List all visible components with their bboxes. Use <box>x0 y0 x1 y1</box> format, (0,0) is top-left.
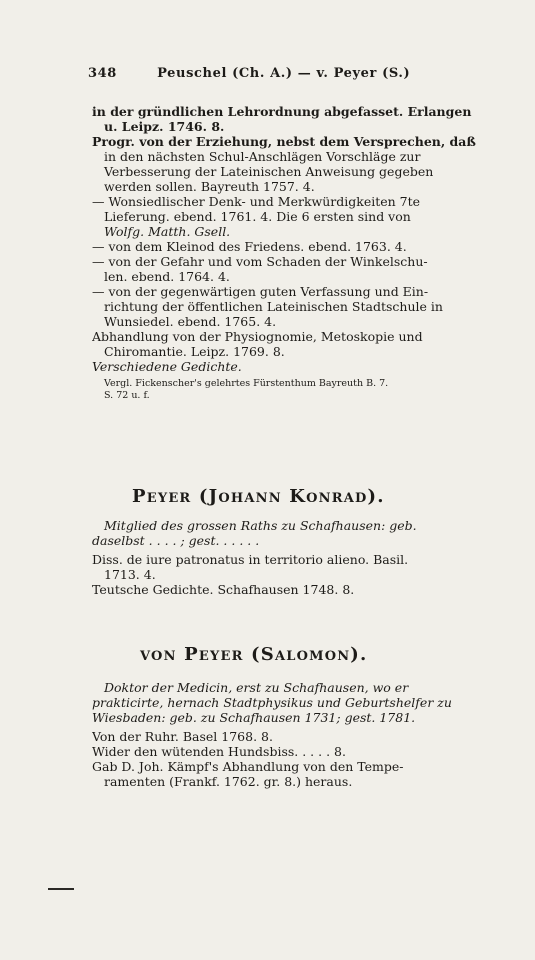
work-line: Verschiedene Gedichte. <box>92 359 242 374</box>
work-line: len. ebend. 1764. 4. <box>104 269 230 284</box>
bio-line: Wiesbaden: geb. zu Schafhausen 1731; gest. 1781. <box>92 710 416 725</box>
bio-line: Mitglied des grossen Raths zu Schafhausen: geb. <box>104 518 417 533</box>
work-line: Progr. von der Erziehung, nebst dem Versprechen, daß <box>92 134 476 149</box>
reference-line: Vergl. Fickenscher's gelehrtes Fürstenthum Bayreuth B. 7. <box>104 378 389 389</box>
work-line: Chiromantie. Leipz. 1769. 8. <box>104 344 285 359</box>
bio-line: prakticirte, hernach Stadtphysikus und Geburtshelfer zu <box>92 695 452 710</box>
work-line: Abhandlung von der Physiognomie, Metoskopie und <box>92 329 423 344</box>
running-header <box>88 66 508 81</box>
work-line: Teutsche Gedichte. Schafhausen 1748. 8. <box>92 582 355 597</box>
work-line: 1713. 4. <box>104 567 156 582</box>
margin-mark <box>48 888 74 890</box>
johann-heading: Peyer (Johann Konrad). <box>132 486 385 507</box>
work-line: Lieferung. ebend. 1761. 4. Die 6 ersten sind von <box>104 209 411 224</box>
bio-line: Doktor der Medicin, erst zu Schafhausen, wo er <box>104 680 409 695</box>
work-line: Verbesserung der Lateinischen Anweisung gegeben <box>104 164 434 179</box>
work-line: Von der Ruhr. Basel 1768. 8. <box>92 729 273 744</box>
work-line: Gab D. Joh. Kämpf's Abhandlung von den Tempe- <box>92 759 404 774</box>
work-line: in den nächsten Schul-Anschlägen Vorschläge zur <box>104 149 421 164</box>
work-line: Wunsiedel. ebend. 1765. 4. <box>104 314 277 329</box>
reference-line: S. 72 u. f. <box>104 390 150 401</box>
work-line: werden sollen. Bayreuth 1757. 4. <box>104 179 315 194</box>
page-number: 348 <box>88 66 117 81</box>
running-title: Peuschel (Ch. A.) — v. Peyer (S.) <box>157 66 411 81</box>
work-line: — von dem Kleinod des Friedens. ebend. 1763. 4. <box>92 239 407 254</box>
work-line: richtung der öffentlichen Lateinischen Stadtschule in <box>104 299 443 314</box>
peuschel-works <box>92 104 512 402</box>
work-line: Wolfg. Matth. Gsell. <box>104 224 231 239</box>
salomon-heading: von Peyer (Salomon). <box>140 644 368 665</box>
work-line: Wider den wütenden Hundsbiss. . . . . 8. <box>92 744 346 759</box>
work-line: — von der Gefahr und vom Schaden der Winkelschu- <box>92 254 428 269</box>
bio-line: daselbst . . . . ; gest. . . . . . <box>92 533 260 548</box>
johann-entry <box>92 518 512 597</box>
salomon-entry <box>92 680 512 789</box>
work-line: — Wonsiedlischer Denk- und Merkwürdigkeiten 7te <box>92 194 421 209</box>
work-line: in der gründlichen Lehrordnung abgefasset. Erlangen <box>92 104 472 119</box>
work-line: ramenten (Frankf. 1762. gr. 8.) heraus. <box>104 774 353 789</box>
work-line: Diss. de iure patronatus in territorio alieno. Basil. <box>92 552 409 567</box>
work-line: — von der gegenwärtigen guten Verfassung und Ein- <box>92 284 429 299</box>
work-line: u. Leipz. 1746. 8. <box>104 119 225 134</box>
